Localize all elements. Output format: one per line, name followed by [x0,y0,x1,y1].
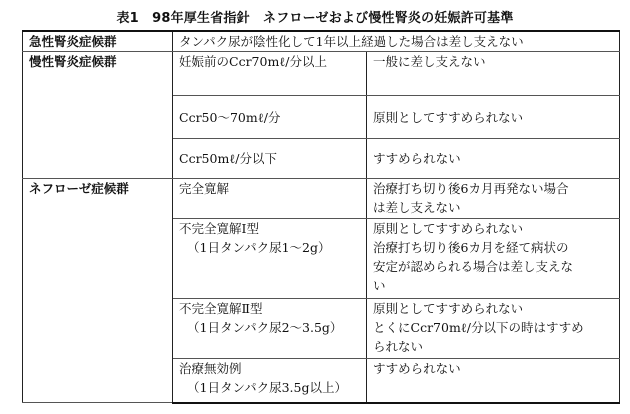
verdict-line: 安定が認められる場合は差し支えな [373,259,574,274]
verdict-cell [367,179,620,219]
verdict-cell: すすめられない [367,139,620,179]
verdict-cell [367,299,620,359]
condition-label: 不完全寛解Ⅰ型 [179,221,259,236]
condition-sublabel: （1日タンパク尿1〜2g） [187,240,331,255]
group-label-acute: 急性腎炎症候群 [23,31,173,52]
verdict-cell [367,359,620,403]
condition-label: 不完全寛解Ⅱ型 [179,301,263,316]
verdict-line: られない [373,339,424,354]
condition-label: 治療無効例 [179,361,242,376]
verdict-line: 治療打ち切り後6カ月を経て病状の [373,240,569,255]
verdict-line: 治療打ち切り後6カ月再発ない場合 [373,181,569,196]
group-label-chronic: 慢性腎炎症候群 [23,52,173,179]
condition-cell [173,359,367,403]
verdict-line: とくにCcr70mℓ/分以下の時はすすめ [373,320,584,335]
table-title: 表1 98年厚生省指針 ネフローゼおよび慢性腎炎の妊娠許可基準 [116,11,514,26]
verdict-cell: 一般に差し支えない [367,52,620,96]
condition-cell [173,219,367,299]
pregnancy-criteria-table [22,30,620,404]
acute-criteria-cell: タンパク尿が陰性化して1年以上経過した場合は差し支えない [173,31,620,52]
condition-label: 完全寛解 [179,181,230,196]
verdict-cell: 原則としてすすめられない [367,96,620,139]
condition-cell [173,179,367,219]
verdict-cell [367,219,620,299]
verdict-line: い [373,278,386,293]
condition-cell [173,299,367,359]
condition-cell: Ccr50〜70mℓ/分 [173,96,367,139]
table-row [23,52,620,96]
condition-cell: Ccr50mℓ/分以下 [173,139,367,179]
group-label-nephrotic: ネフローゼ症候群 [23,179,173,403]
condition-cell: 妊娠前のCcr70mℓ/分以上 [173,52,367,96]
verdict-line: 原則としてすすめられない [373,301,524,316]
table-row [23,31,620,52]
verdict-line: 原則としてすすめられない [373,221,524,236]
condition-sublabel: （1日タンパク尿3.5g以上） [187,380,347,395]
condition-sublabel: （1日タンパク尿2〜3.5g） [187,320,343,335]
verdict-line: すすめられない [373,361,461,376]
table-row [23,179,620,219]
verdict-line: は差し支えない [373,200,461,215]
